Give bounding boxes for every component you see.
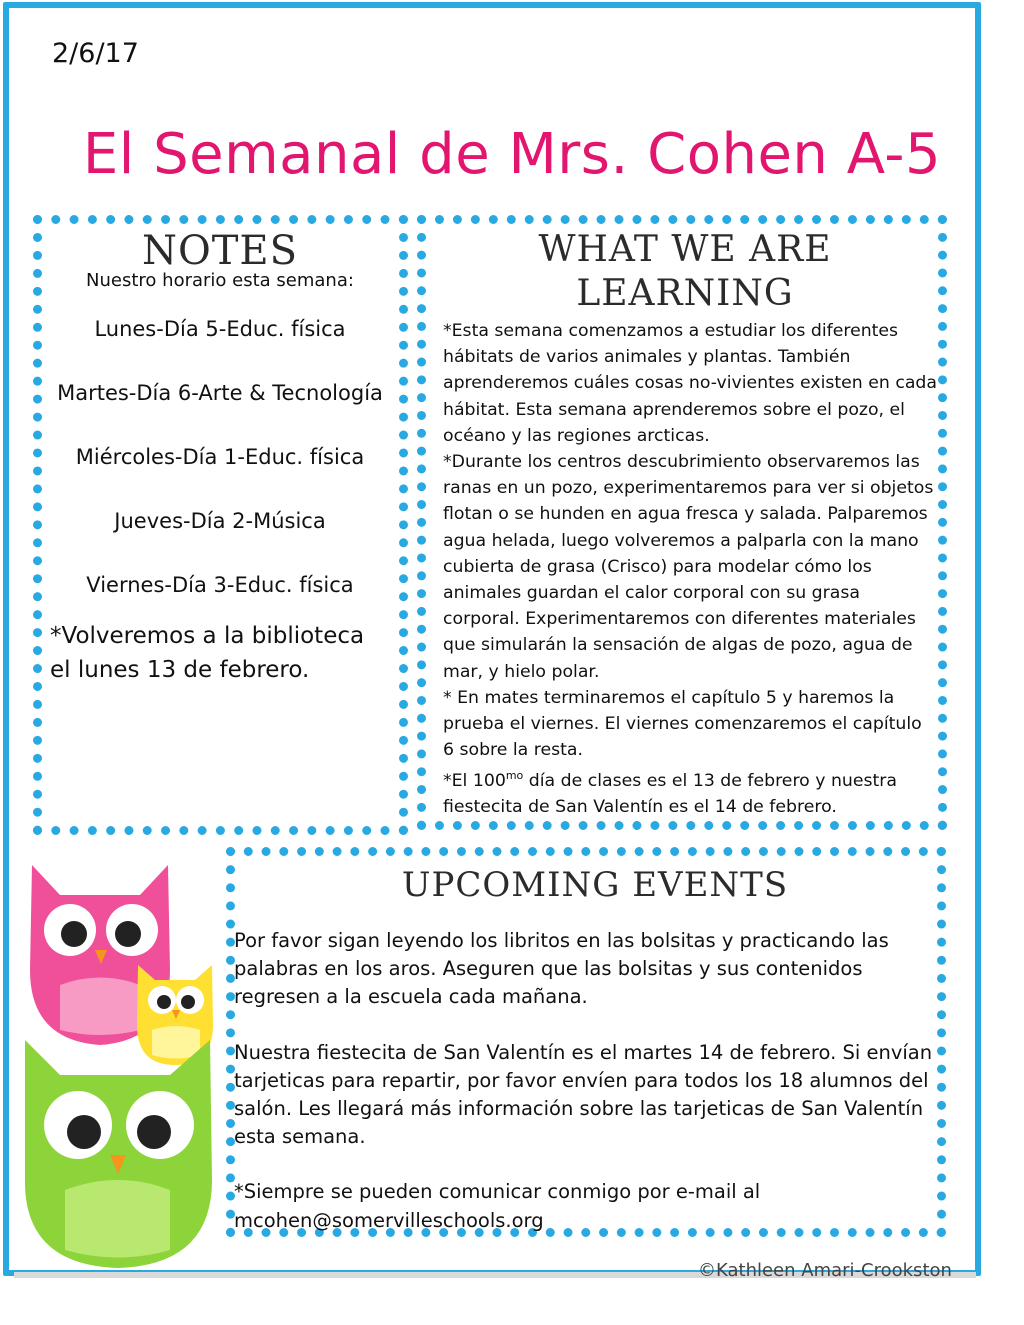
learning-content xyxy=(443,318,937,821)
schedule-intro: Nuestro horario esta semana: xyxy=(86,270,354,291)
learning-paragraph: * En mates terminaremos el capítulo 5 y haremos la prueba el viernes. El viernes comenzaremos el capítulo 6 sobre la resta. xyxy=(443,687,922,761)
events-heading: UPCOMING EVENTS xyxy=(401,865,789,905)
learning-paragraph xyxy=(443,763,937,820)
learning-p4-end: día de clases es el 13 de febrero y nuestra fiestecita de San Valentín es el 14 de febrero. xyxy=(443,771,897,818)
schedule-day: Viernes-Día 3-Educ. física xyxy=(86,573,354,597)
schedule-day: Jueves-Día 2-Música xyxy=(114,509,326,533)
schedule-day: Martes-Día 6-Arte & Tecnología xyxy=(57,381,383,405)
learning-heading: WHAT WE ARE LEARNING xyxy=(538,229,832,314)
owls-illustration xyxy=(20,850,230,1270)
schedule-day: Lunes-Día 5-Educ. física xyxy=(94,317,346,341)
copyright: ©Kathleen Amari-Crookston xyxy=(698,1260,952,1281)
library-note: *Volveremos a la biblioteca el lunes 13 de febrero. xyxy=(50,623,365,683)
page-title: El Semanal de Mrs. Cohen A-5 xyxy=(82,122,942,187)
notes-content xyxy=(50,270,390,687)
learning-p4-start: *El 100 xyxy=(443,771,506,792)
learning-paragraph: *Esta semana comenzamos a estudiar los diferentes hábitats de varios animales y plantas. También aprenderemos cuáles cosas no-vivientes existen en cada hábitat. Esta semana aprenderemos sobre el pozo, el océano y las regiones arcticas. xyxy=(443,321,937,446)
green-owl-icon xyxy=(25,1040,212,1268)
date: 2/6/17 xyxy=(52,38,139,69)
ordinal-superscript: mo xyxy=(505,769,524,783)
learning-paragraph: *Durante los centros descubrimiento observaremos las ranas en un pozo, experimentaremos para ver si objetos flotan o se hunden en agua fresca y salada. Palparemos agua helada, luego volveremos a palparla con la mano cubierta de grasa (Crisco) para modelar cómo los animales guardan el calor corporal con su grasa corporal. Experimentaremos con diferentes materiales que simularán la sensación de algas de pozo, agua de mar, y hielo polar. xyxy=(443,452,934,682)
events-paragraph: *Siempre se pueden comunicar conmigo por e-mail al mcohen@somervilleschools.org xyxy=(234,1180,761,1232)
events-content xyxy=(234,927,946,1262)
notes-heading: NOTES xyxy=(141,228,299,274)
schedule-day: Miércoles-Día 1-Educ. física xyxy=(75,445,365,469)
events-paragraph: Por favor sigan leyendo los libritos en las bolsitas y practicando las palabras en los aros. Aseguren que las bolsitas y sus contenidos regresen a la escuela cada mañana. xyxy=(234,929,889,1009)
events-paragraph: Nuestra fiestecita de San Valentín es el martes 14 de febrero. Si envían tarjeticas para repartir, por favor envíen para todos los 18 alumnos del salón. Les llegará más información sobre las tarjeticas de San Valentín esta semana. xyxy=(234,1040,933,1149)
